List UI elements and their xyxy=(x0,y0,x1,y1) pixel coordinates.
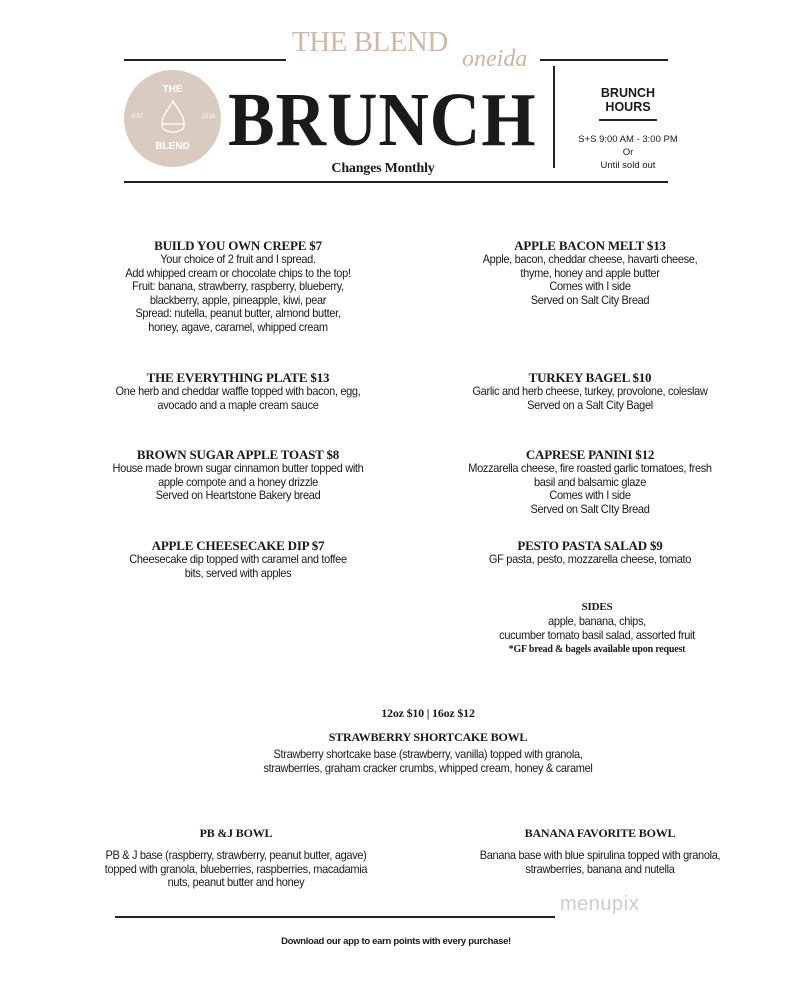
hours-title: HOURS xyxy=(605,100,651,114)
item-title: STRAWBERRY SHORTCAKE BOWL xyxy=(328,730,528,744)
divider xyxy=(599,119,657,121)
divider xyxy=(124,59,286,61)
logo-text-top: THE xyxy=(162,84,183,95)
item-description: Comes with I side xyxy=(549,280,631,294)
item-title: APPLE BACON MELT $13 xyxy=(514,238,666,253)
menu-item xyxy=(410,370,770,412)
item-description: Add whipped cream or chocolate chips to the top! xyxy=(125,266,351,280)
item-title: TURKEY BAGEL $10 xyxy=(528,370,652,385)
item-description: House made brown sugar cinnamon butter topped with xyxy=(112,462,364,475)
hours-line: S+S 9:00 AM - 3:00 PM xyxy=(578,133,678,145)
divider xyxy=(115,916,555,918)
subtitle: Changes Monthly xyxy=(331,161,435,176)
logo-text-bottom: BLEND xyxy=(155,141,190,152)
sides-line: apple, banana, chips, xyxy=(548,615,646,628)
menu-item xyxy=(58,447,418,503)
brand-script: oneida xyxy=(462,46,528,72)
item-description: Comes with I side xyxy=(549,489,631,503)
item-description: Mozzarella cheese, fire roasted garlic tomatoes, fresh xyxy=(468,462,712,475)
logo xyxy=(124,70,221,167)
brunch-hours xyxy=(568,86,688,172)
item-description: strawberries, banana and nutella xyxy=(525,862,675,876)
item-description: apple compote and a honey drizzle xyxy=(158,475,318,489)
menu-item xyxy=(56,826,416,890)
item-title: PESTO PASTA SALAD $9 xyxy=(517,538,663,553)
hours-title: BRUNCH xyxy=(600,86,656,100)
item-description: avocado and a maple cream sauce xyxy=(157,398,319,412)
menu-item xyxy=(420,826,780,876)
item-description: GF pasta, pesto, mozzarella cheese, tomato xyxy=(488,553,692,566)
item-title: CAPRESE PANINI $12 xyxy=(525,447,655,462)
item-description: Cheesecake dip topped with caramel and toffee xyxy=(129,553,347,566)
brand-name: THE BLEND xyxy=(292,26,448,58)
item-description: honey, agave, caramel, whipped cream xyxy=(148,320,328,334)
item-description: Served on Salt CIty Bread xyxy=(530,502,650,516)
item-description: Fruit: banana, strawberry, raspberry, blueberry, xyxy=(132,280,344,294)
page-title: BRUNCH xyxy=(228,78,537,162)
pear-icon xyxy=(156,98,190,138)
item-description: One herb and cheddar waffle topped with bacon, egg, xyxy=(115,385,361,398)
sides-line: cucumber tomato basil salad, assorted fruit xyxy=(499,628,695,642)
item-title: BUILD YOU OWN CREPE $7 xyxy=(154,238,322,253)
sides-section xyxy=(417,600,777,657)
item-title: PB &J BOWL xyxy=(199,826,273,840)
menu-item xyxy=(410,238,770,307)
item-description: Garlic and herb cheese, turkey, provolone, coleslaw xyxy=(472,385,708,398)
sides-title: SIDES xyxy=(581,601,613,613)
menu-item xyxy=(58,238,418,335)
item-description: Apple, bacon, cheddar cheese, havarti cheese, xyxy=(482,253,698,266)
item-description: Strawberry shortcake base (strawberry, vanilla) topped with granola, xyxy=(273,748,583,761)
sides-note: *GF bread & bagels available upon request xyxy=(508,644,686,656)
bowl-pricing: 12oz $10 | 16oz $12 xyxy=(381,706,475,720)
item-description: thyme, honey and apple butter xyxy=(520,266,660,280)
item-description: topped with granola, blueberries, raspberries, macadamia xyxy=(104,862,368,876)
menu-item xyxy=(410,538,770,567)
item-description: blackberry, apple, pineapple, kiwi, pear xyxy=(149,293,327,307)
divider xyxy=(553,66,555,168)
menu-item xyxy=(58,370,418,412)
item-title: BANANA FAVORITE BOWL xyxy=(524,826,676,840)
item-description: basil and balsamic glaze xyxy=(533,475,647,489)
item-description: Served on Salt City Bread xyxy=(530,293,650,307)
menu-item xyxy=(410,447,770,516)
item-description: strawberries, graham cracker crumbs, whipped cream, honey & caramel xyxy=(263,761,593,775)
menu-item xyxy=(58,538,418,580)
item-description: Served on a Salt City Bagel xyxy=(527,398,653,412)
item-description: nuts, peanut butter and honey xyxy=(167,876,305,890)
item-title: BROWN SUGAR APPLE TOAST $8 xyxy=(136,447,340,462)
item-description: bits, served with apples xyxy=(184,566,292,580)
divider xyxy=(540,59,668,61)
item-description: Your choice of 2 fruit and I spread. xyxy=(160,253,316,266)
item-title: APPLE CHEESECAKE DIP $7 xyxy=(151,538,325,553)
item-description: Spread: nutella, peanut butter, almond butter, xyxy=(135,307,341,321)
divider xyxy=(124,181,668,183)
logo-text-left: EST xyxy=(132,114,144,120)
footer-note: Download our app to earn points with every purchase! xyxy=(281,936,511,947)
hours-line: Or xyxy=(622,146,634,158)
bowls-section xyxy=(196,706,660,775)
item-description: PB & J base (raspberry, strawberry, peanut butter, agave) xyxy=(105,849,367,862)
watermark: menupix xyxy=(560,893,640,915)
item-description: Served on Heartstone Bakery bread xyxy=(155,489,321,503)
hours-line: Until sold out xyxy=(600,159,656,171)
item-title: THE EVERYTHING PLATE $13 xyxy=(146,370,330,385)
logo-text-right: 2018 xyxy=(201,114,215,120)
item-description: Banana base with blue spirulina topped with granola, xyxy=(479,849,721,862)
